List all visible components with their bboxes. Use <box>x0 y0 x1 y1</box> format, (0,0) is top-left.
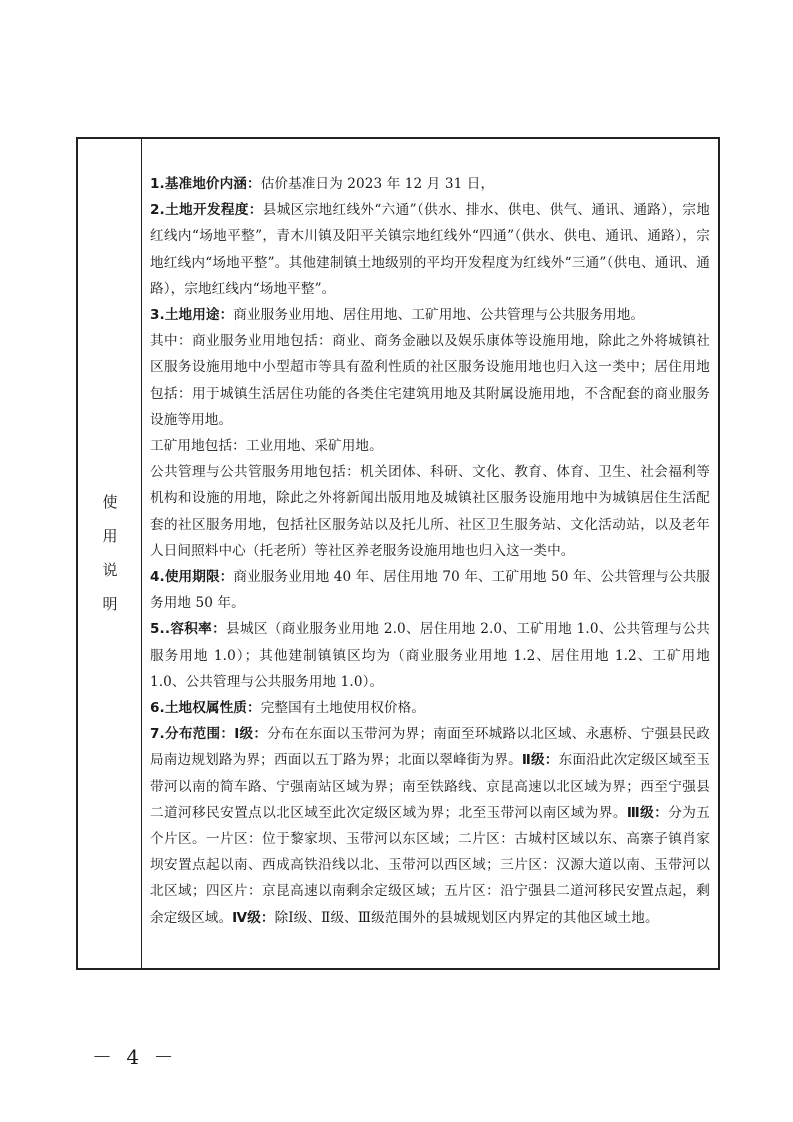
section-title: 3.土地用途： <box>150 307 234 324</box>
grade-3-text: 分为五个片区。一片区：位于黎家坝、玉带河以东区域；二片区：古城村区域以东、高寨子镇肖家坝安置点起以南、西成高铁沿线以北、玉带河以西区域；三片区：汉源大道以南、玉带河以北区域；四区片：京昆高速以南剩余定级区域；五片区：沿宁强县二道河移民安置点起，剩余定级区域。 <box>150 804 710 926</box>
instructions-content <box>150 171 710 931</box>
grade-2-label: Ⅱ级： <box>521 752 559 769</box>
section-7 <box>150 721 710 931</box>
section-4 <box>150 564 710 616</box>
section-title: 1.基准地价内涵： <box>150 176 261 192</box>
section-title: 6.土地权属性质： <box>150 700 261 717</box>
section-text: 商业服务业用地 40 年、居住用地 70 年、工矿用地 50 年、公共管理与公共服务用地 50 年。 <box>150 569 711 612</box>
grade-1-text: 分布在东面以玉带河为界；南面至环城路以北区域、永惠桥、宁强县民政局南边规划路为界；西面以五丁路为界；北面以翠峰街为界。 <box>150 726 710 769</box>
side-label-char: 用 <box>102 527 118 545</box>
section-6 <box>150 695 710 721</box>
section-text: 县城区宗地红线外“六通”（供水、排水、供电、供气、通讯、通路），宗地红线内“场地平整”，青木川镇及阳平关镇宗地红线外“四通”（供水、供电、通讯、通路），宗地红线内“场地平整”。其他建制镇土地级别的平均开发程度为红线外“三通”（供电、通讯、通路），宗地红线内“场地平整”。 <box>150 202 710 297</box>
section-text: 完整国有土地使用权价格。 <box>260 700 426 717</box>
section-title: 5..容积率： <box>150 621 227 638</box>
section-3-paragraph: 公共管理与公共管服务用地包括：机关团体、科研、文化、教育、体育、卫生、社会福利等机构和设施的用地，除此之外将新闻出版用地及城镇社区服务设施用地中为城镇居住生活配套的社区服务用地，包括社区服务站以及托儿所、社区卫生服务站、文化活动站，以及老年人日间照料中心（托老所）等社区养老服务设施用地也归入这一类中。 <box>150 464 710 559</box>
section-title: 2.土地开发程度： <box>150 202 263 219</box>
side-label-char: 说 <box>102 561 118 579</box>
section-5 <box>150 616 710 695</box>
side-label-char: 使 <box>102 493 118 511</box>
page-number: － 4 － <box>92 1045 178 1069</box>
section-text: 估价基准日为 2023 年 12 月 31 日， <box>260 176 495 192</box>
section-title: 7.分布范围： <box>150 726 235 743</box>
grade-4-label: Ⅳ级： <box>232 909 275 926</box>
section-text: 县城区（商业服务业用地 2.0、居住用地 2.0、工矿用地 1.0、公共管理与公共服务用地 1.0）；其他建制镇镇区均为（商业服务业用地 1.2、居住用地 1.2、工矿用地 1.0、公共管理与公共服务用地 1.0）。 <box>150 621 710 690</box>
section-3-paragraph: 工矿用地包括：工业用地、采矿用地。 <box>150 438 383 455</box>
grade-3-label: Ⅲ级： <box>626 804 669 821</box>
section-3-paragraph: 其中：商业服务业用地包括：商业、商务金融以及娱乐康体等设施用地，除此之外将城镇社区服务设施用地中小型超市等具有盈利性质的社区服务设施用地也归入这一类中；居住用地包括：用于城镇生活居住功能的各类住宅建筑用地及其附属设施用地，不含配套的商业服务设施等用地。 <box>150 333 710 428</box>
section-3 <box>150 302 710 328</box>
section-2 <box>150 197 710 302</box>
section-text: 商业服务业用地、居住用地、工矿用地、公共管理与公共服务用地。 <box>233 307 645 324</box>
section-1 <box>150 171 710 197</box>
side-label-char: 明 <box>102 595 118 613</box>
section-title: 4.使用期限： <box>150 569 234 586</box>
grade-1-label: Ⅰ级： <box>234 726 268 743</box>
grade-4-text: 除Ⅰ级、Ⅱ级、Ⅲ级范围外的县城规划区内界定的其他区域土地。 <box>274 909 659 926</box>
grade-2-text: 东面沿此次定级区域至玉带河以南的简车路、宁强南站区域为界；南至铁路线、京昆高速以北区域为界；西至宁强县二道河移民安置点以北区域至此次定级区域为界；北至玉带河以南区域为界。 <box>150 752 710 821</box>
side-label-column <box>78 139 142 968</box>
